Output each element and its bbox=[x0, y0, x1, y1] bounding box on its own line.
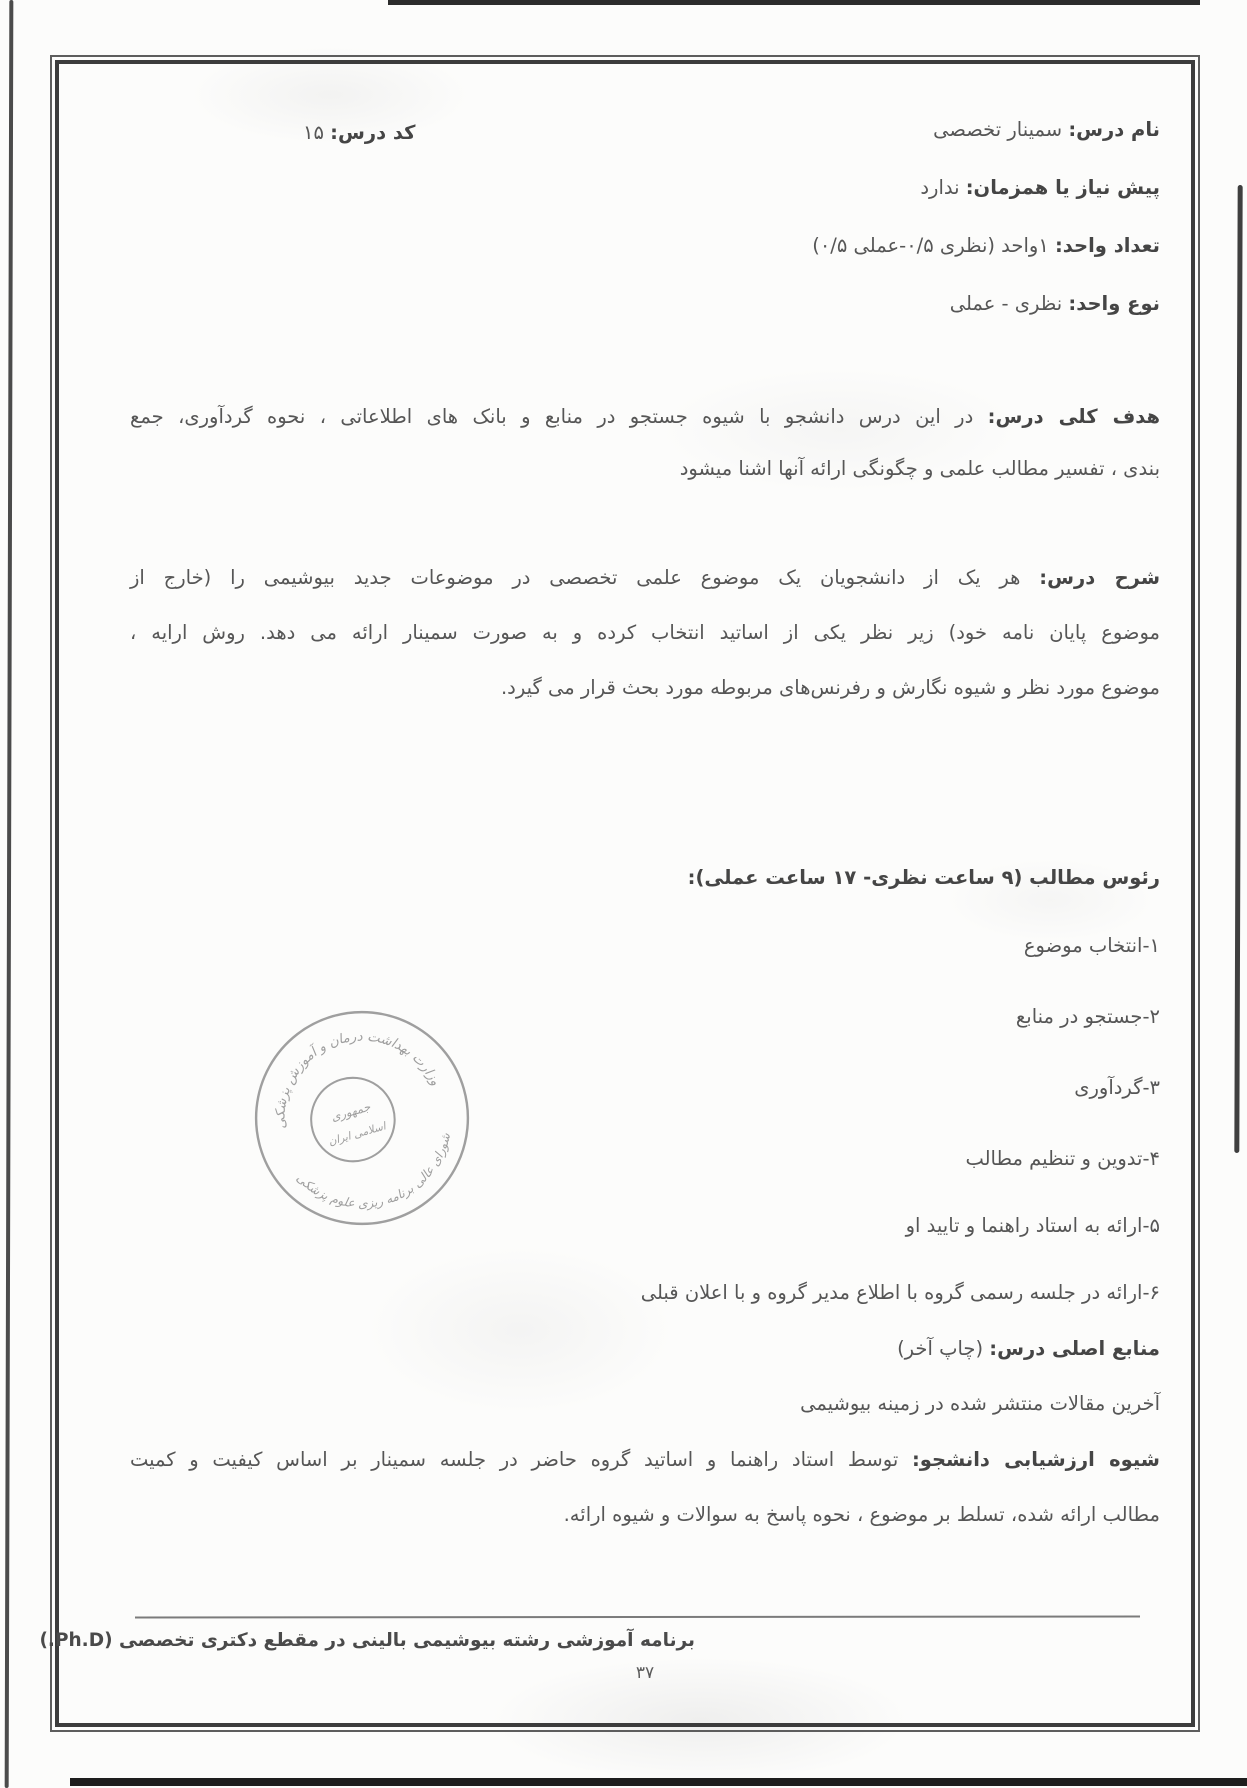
topics-heading bbox=[688, 866, 1160, 889]
topic-item-3: ۳-گردآوری bbox=[1074, 1076, 1160, 1099]
topic-item-1: ۱-انتخاب موضوع bbox=[1023, 934, 1160, 957]
stamp-ring-top-text: وزارت بهداشت درمان و آموزش پزشکی bbox=[273, 1029, 443, 1130]
course-code-label: کد درس: bbox=[330, 121, 416, 144]
topic-item-4: ۴-تدوین و تنظیم مطالب bbox=[965, 1147, 1160, 1170]
evaluation-text-2: مطالب ارائه شده، تسلط بر موضوع ، نحوه پاسخ به سوالات و شیوه ارائه. bbox=[563, 1503, 1160, 1526]
description-label: شرح درس: bbox=[1039, 566, 1160, 589]
description-text-3: موضوع مورد نظر و شیوه نگارش و رفرنس‌های مربوطه مورد بحث قرار می گیرد. bbox=[500, 676, 1160, 699]
prerequisite-value: ندارد bbox=[920, 176, 960, 199]
topics-heading-detail: (۹ ساعت نظری- ۱۷ ساعت عملی): bbox=[687, 866, 1030, 889]
stamp-center-line-2: اسلامی ایران bbox=[326, 1119, 388, 1149]
objective-label: هدف کلی درس: bbox=[987, 405, 1161, 428]
prerequisite-row bbox=[920, 176, 1160, 199]
topic-item-6: ۶-ارائه در جلسه رسمی گروه با اطلاع مدیر گروه و با اعلان قبلی bbox=[640, 1281, 1160, 1304]
scan-right-edge-line bbox=[1234, 185, 1242, 1153]
units-label: تعداد واحد: bbox=[1055, 234, 1160, 257]
stamp-inner-circle bbox=[301, 1068, 404, 1171]
resources-heading bbox=[897, 1337, 1160, 1360]
prerequisite-label: پیش نیاز یا همزمان: bbox=[965, 176, 1160, 199]
resources-text: آخرین مقالات منتشر شده در زمینه بیوشیمی bbox=[800, 1392, 1160, 1415]
description-line-3 bbox=[130, 676, 1160, 699]
scan-bottom-edge-line bbox=[70, 1778, 1247, 1786]
unit-type-value: نظری - عملی bbox=[949, 292, 1063, 315]
objective-line-2 bbox=[130, 457, 1160, 480]
topic-item-5: ۵-ارائه به استاد راهنما و تایید او bbox=[905, 1214, 1160, 1237]
resources-label: منابع اصلی درس: bbox=[989, 1337, 1160, 1360]
description-line-2 bbox=[130, 621, 1160, 644]
topics-heading-label: رئوس مطالب bbox=[1029, 866, 1160, 889]
topic-item-2: ۲-جستجو در منابع bbox=[1015, 1005, 1160, 1028]
stamp-ring-bottom-text: شورای عالی برنامه ریزی علوم پزشکی bbox=[293, 1131, 454, 1211]
evaluation-line-1 bbox=[130, 1448, 1160, 1471]
scan-top-edge-line bbox=[388, 0, 1200, 5]
unit-type-row bbox=[950, 292, 1160, 315]
footer-program-title: برنامه آموزشی رشته بیوشیمی بالینی در مقطع دکتری تخصصی (Ph.D.) bbox=[39, 1630, 695, 1651]
description-text-1: هر یک از دانشجویان یک موضوع علمی تخصصی در موضوعات جدید بیوشیمی را (خارج از bbox=[130, 566, 1021, 589]
description-text-2: موضوع پایان نامه خود) زیر نظر یکی از اساتید انتخاب کرده و به صورت سمینار ارائه می دهد. روش ارایه ، bbox=[130, 621, 1160, 644]
scan-left-edge-line bbox=[5, 0, 14, 1788]
evaluation-label: شیوه ارزشیابی دانشجو: bbox=[911, 1448, 1160, 1471]
units-value: ۱واحد (نظری ۰/۵-عملی ۰/۵) bbox=[812, 234, 1049, 257]
course-name-label: نام درس: bbox=[1068, 118, 1160, 141]
objective-text-1: در این درس دانشجو با شیوه جستجو در منابع و بانک های اطلاعاتی ، نحوه گردآوری، جمع bbox=[130, 405, 974, 428]
objective-text-2: بندی ، تفسیر مطالب علمی و چگونگی ارائه آنها اشنا میشود bbox=[679, 457, 1160, 480]
description-line-1 bbox=[130, 566, 1160, 589]
stamp-center-line-1: جمهوری bbox=[329, 1099, 372, 1125]
objective-line-1 bbox=[130, 405, 1160, 428]
evaluation-line-2 bbox=[130, 1503, 1160, 1526]
course-code-row bbox=[303, 121, 416, 144]
units-row bbox=[812, 234, 1160, 257]
resources-detail: (چاپ آخر) bbox=[897, 1337, 984, 1360]
evaluation-text-1: توسط استاد راهنما و اساتید گروه حاضر در جلسه سمینار بر اساس کیفیت و کمیت bbox=[130, 1448, 899, 1471]
ministry-stamp bbox=[250, 1006, 474, 1230]
course-code-value: ۱۵ bbox=[303, 121, 324, 144]
unit-type-label: نوع واحد: bbox=[1068, 292, 1160, 315]
course-name-row bbox=[933, 118, 1160, 141]
footer-page-number: ۳۷ bbox=[635, 1663, 655, 1683]
course-name-value: سمینار تخصصی bbox=[933, 118, 1063, 141]
